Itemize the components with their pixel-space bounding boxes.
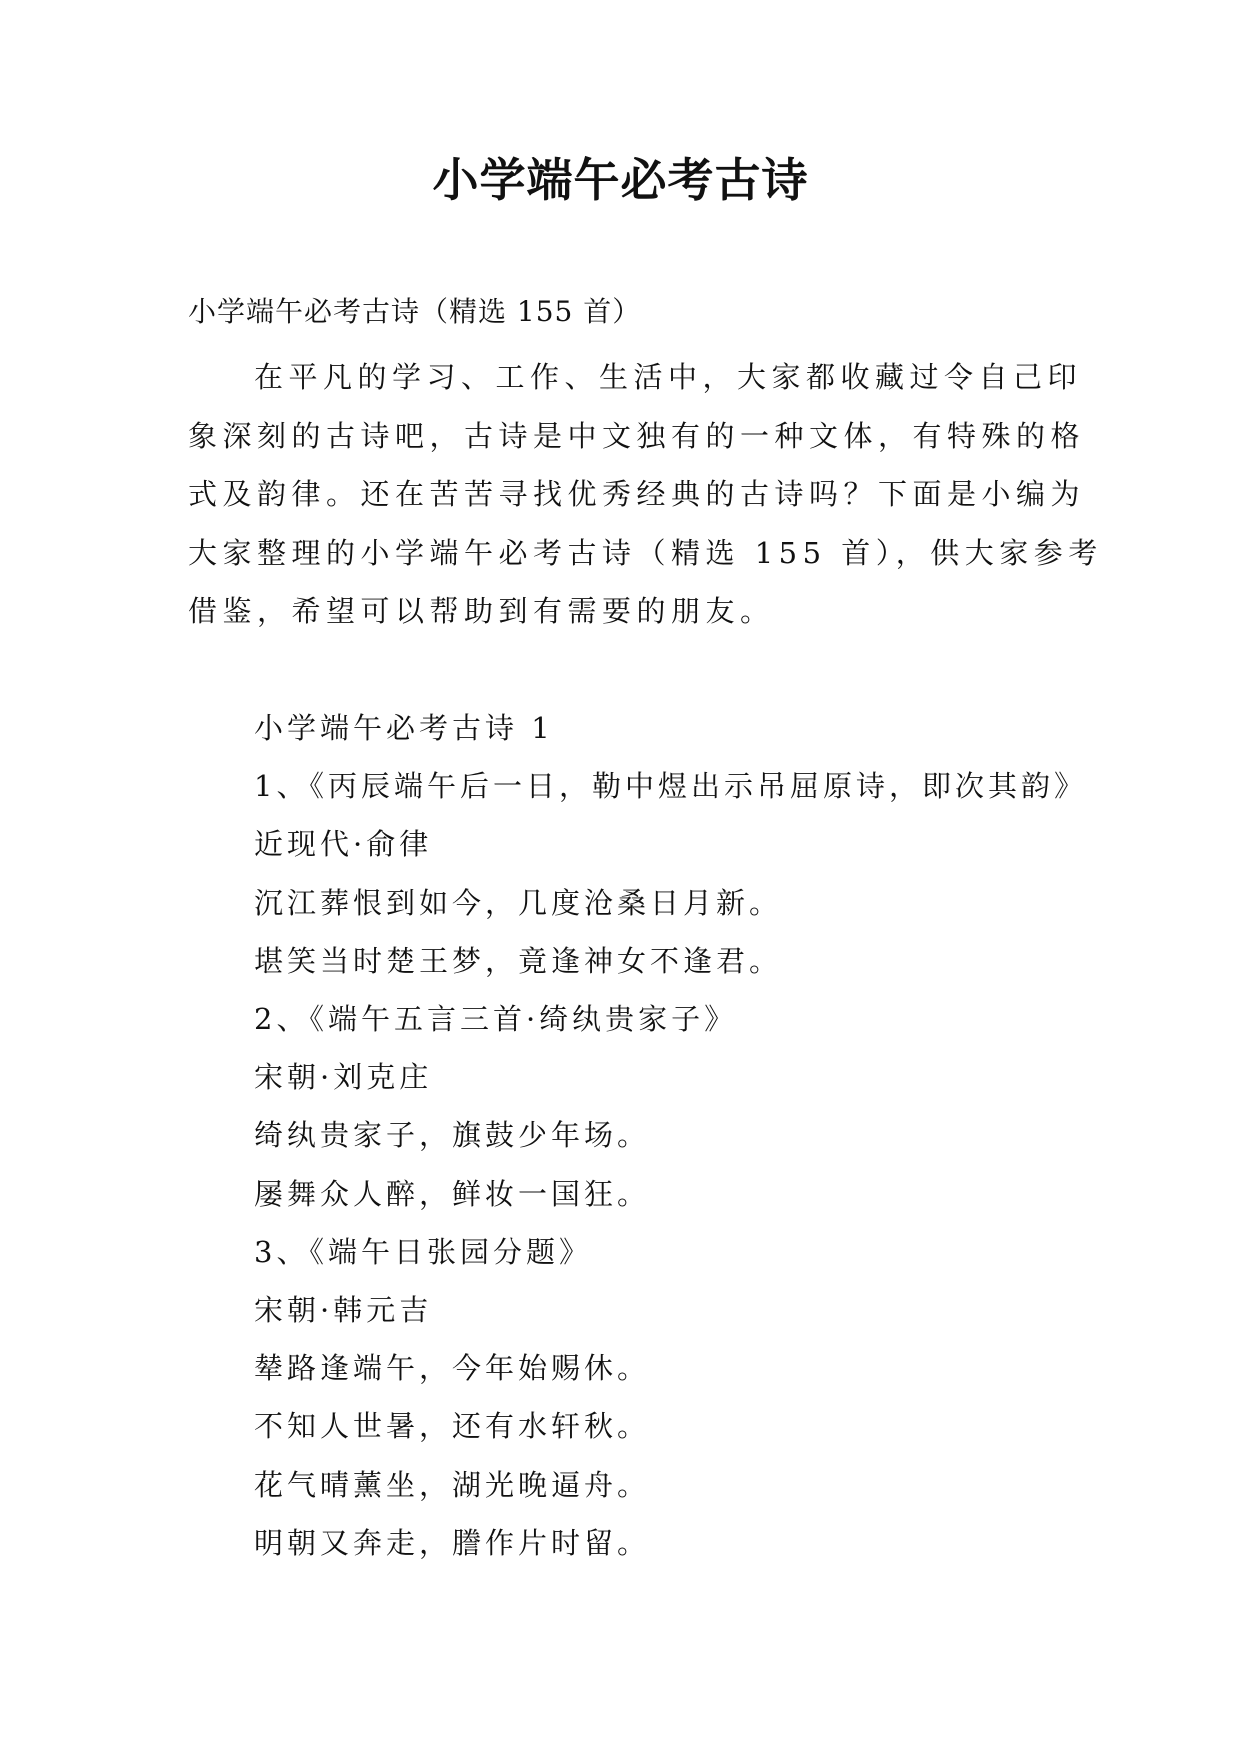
poem-author: 近现代·俞律: [254, 827, 433, 862]
intro-paragraph: [188, 348, 1103, 641]
poem-verse: 不知人世暑，还有水轩秋。: [254, 1409, 651, 1444]
poem-verse: 辇路逢端午，今年始赐休。: [254, 1351, 651, 1386]
poem-title: 1、《丙辰端午后一日，勒中煜出示吊屈原诗，即次其韵》: [254, 769, 1087, 804]
poem-verse: 沉江葬恨到如今，几度沧桑日月新。: [254, 885, 783, 920]
poem-verse: 明朝又奔走，謄作片时留。: [254, 1525, 651, 1560]
section-heading: 小学端午必考古诗 1: [254, 711, 554, 745]
poem-verse: 屡舞众人醉，鲜妆一国狂。: [254, 1176, 651, 1211]
poem-section: [254, 699, 1087, 1572]
document-subtitle: 小学端午必考古诗（精选 155 首）: [188, 295, 642, 328]
poem-title: 3、《端午日张园分题》: [254, 1234, 592, 1269]
poem-title: 2、《端午五言三首·绮纨贵家子》: [254, 1002, 738, 1037]
poem-verse: 绮纨贵家子，旗鼓少年场。: [254, 1118, 651, 1153]
poem-author: 宋朝·韩元吉: [254, 1293, 433, 1328]
page-title: 小学端午必考古诗: [432, 153, 809, 207]
intro-line: 大家整理的小学端午必考古诗（精选 155 首），供大家参考: [188, 535, 1103, 570]
poem-verse: 堪笑当时楚王梦，竟逢神女不逢君。: [254, 943, 783, 978]
poem-verse: 花气晴薰坐，湖光晚逼舟。: [254, 1467, 651, 1502]
poem-author: 宋朝·刘克庄: [254, 1060, 433, 1095]
intro-line: 式及韵律。还在苦苦寻找优秀经典的古诗吗？下面是小编为: [188, 477, 1086, 511]
intro-line: 借鉴，希望可以帮助到有需要的朋友。: [188, 594, 775, 628]
intro-line: 象深刻的古诗吧，古诗是中文独有的一种文体，有特殊的格: [188, 418, 1086, 453]
intro-line: 在平凡的学习、工作、生活中，大家都收藏过令自己印: [254, 360, 1083, 394]
